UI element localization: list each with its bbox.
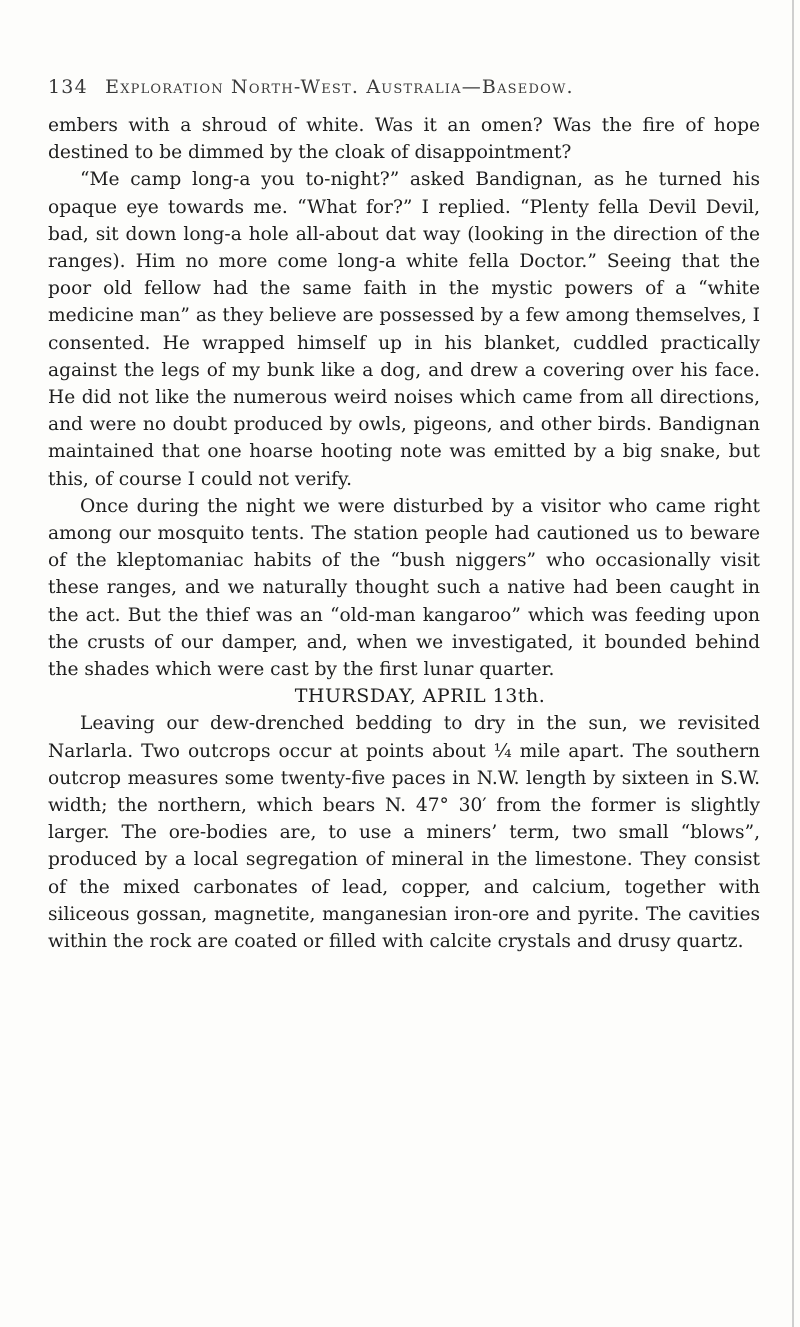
paragraph-embers: embers with a shroud of white. Was it an omen? Was the fire of hope destined to be dimmed by the cloak of disappointment? bbox=[48, 115, 760, 164]
paragraph-narlarla: Leaving our dew-drenched bedding to dry in the sun, we revisited Narlarla. Two outcrops occur at points about ¼ mile apart. The southern outcrop measures some twenty-five paces in N.W. length by sixteen in S.W. width; the northern, which bears N. 47° 30′ from the former is slightly larger. The ore-bodies are, to use a miners’ term, two small “blows”, produced by a local segregation of mineral in the limestone. They consist of the mixed carbonates of lead, copper, and calcium, together with siliceous gossan, magnetite, manganesian iron-ore and pyrite. The cavities within the rock are coated or filled with calcite crystals and drusy quartz. bbox=[48, 713, 760, 953]
running-head bbox=[48, 76, 768, 98]
page-edge-line bbox=[792, 0, 794, 1327]
section-heading: THURSDAY, APRIL 13th. bbox=[294, 685, 546, 708]
page-number: 134 bbox=[48, 76, 88, 98]
running-title: Exploration North-West. Australia—Basedow. bbox=[105, 76, 574, 98]
paragraph-bandignan: “Me camp long-a you to-night?” asked Bandignan, as he turned his opaque eye towards me. “What for?” I replied. “Plenty fella Devil Devil, bad, sit down long-a hole all-about dat way (looking in the direction of the ranges). Him no more come long-a white fella Doctor.” Seeing that the poor old fellow had the same faith in the mystic powers of a “white medicine man” as they believe are possessed by a few among themselves, I consented. He wrapped himself up in his blanket, cuddled practically against the legs of my bunk like a dog, and drew a covering over his face. He did not like the numerous weird noises which came from all directions, and were no doubt produced by owls, pigeons, and other birds. Bandignan maintained that one hoarse hooting note was emitted by a big snake, but this, of course I could not verify. bbox=[48, 169, 760, 490]
paragraph-visitor: Once during the night we were disturbed by a visitor who came right among our mosquito tents. The station people had cautioned us to beware of the kleptomaniac habits of the “bush niggers” who occasionally visit these ranges, and we naturally thought such a native had been caught in the act. But the thief was an “old-man kangaroo” which was feeding upon the crusts of our damper, and, when we investigated, it bounded behind the shades which were cast by the first lunar quarter. bbox=[48, 495, 760, 681]
body-text bbox=[48, 112, 760, 955]
